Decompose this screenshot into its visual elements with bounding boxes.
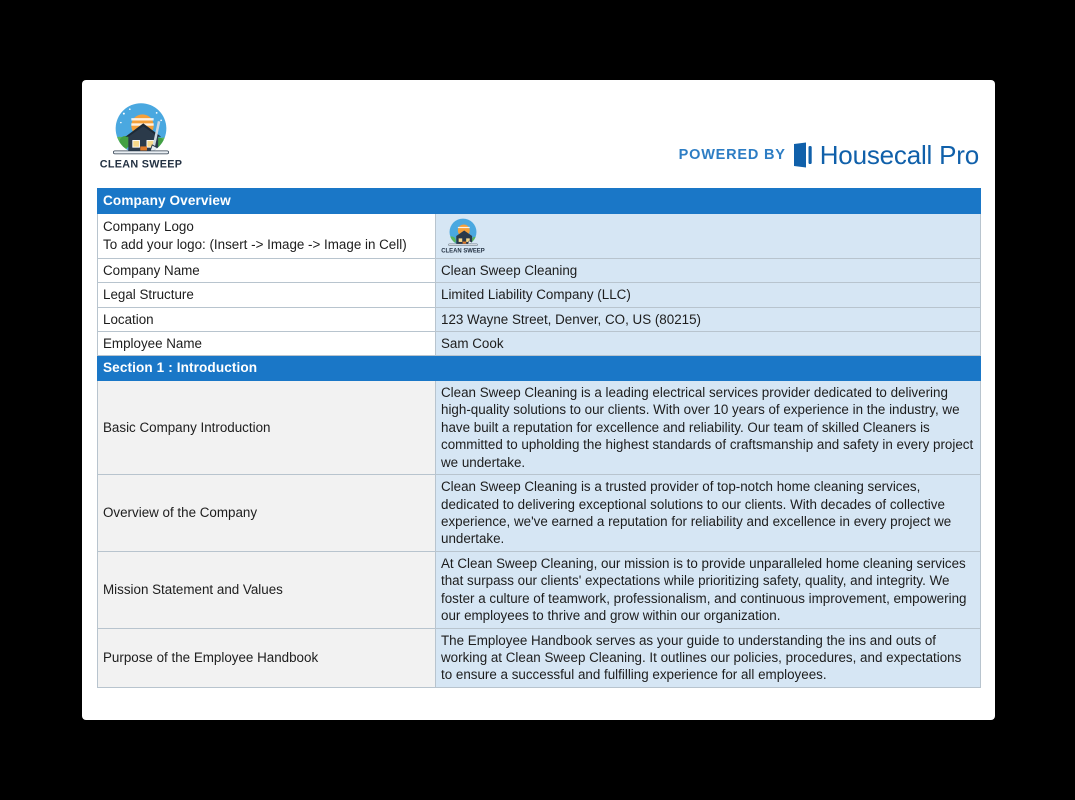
svg-text:CLEAN SWEEP: CLEAN SWEEP: [441, 248, 485, 255]
table-row: [98, 213, 981, 258]
company-logo-label-line1: Company Logo: [103, 219, 194, 235]
powered-by-housecall-pro: [679, 142, 979, 168]
table-row: [98, 283, 981, 307]
section-band-label: Section 1 : Introduction: [98, 356, 981, 381]
row-value-overview-of-the-company: Clean Sweep Cleaning is a trusted provider of top-notch home cleaning services, dedicated to delivering exceptional solutions to our clients. With decades of collective experience, we've earned a reputation for reliability and excellence in every project we undertake.: [436, 475, 981, 552]
table-row: [98, 307, 981, 331]
row-label-employee-name: Employee Name: [98, 331, 436, 355]
powered-by-label: POWERED BY: [678, 147, 786, 163]
row-label-location: Location: [98, 307, 436, 331]
table-row: [98, 258, 981, 282]
clean-sweep-logo-icon: [100, 100, 182, 172]
row-label-overview-of-the-company: Overview of the Company: [98, 475, 436, 552]
row-label-mission-statement-and-values: Mission Statement and Values: [98, 551, 436, 628]
row-value-purpose-of-the-employee-handbook: The Employee Handbook serves as your guide to understanding the ins and outs of working at Clean Sweep Cleaning. It outlines our policies, procedures, and expectations to ensure a successful and fulfilling experience for all employees.: [436, 628, 981, 687]
row-label-company-logo: [98, 213, 436, 258]
row-value-company-name: Clean Sweep Cleaning: [436, 258, 981, 282]
housecall-pro-mark-icon: [793, 142, 813, 168]
clean-sweep-logo-small-icon: [441, 217, 485, 255]
table-row: [98, 331, 981, 355]
row-value-basic-company-introduction: Clean Sweep Cleaning is a leading electrical services provider dedicated to delivering high-quality solutions to our clients. With over 10 years of experience in the industry, we have built a reputation for excellence and reliability. Our team of skilled Cleaners is committed to upholding the highest standards of craftsmanship and safety in every project we undertake.: [436, 381, 981, 475]
section-band-company-overview: [98, 189, 981, 214]
table-row: [98, 475, 981, 552]
section-band-introduction: [98, 356, 981, 381]
section-band-label: Company Overview: [98, 189, 981, 214]
table-row: [98, 551, 981, 628]
row-value-legal-structure: Limited Liability Company (LLC): [436, 283, 981, 307]
row-label-company-name: Company Name: [98, 258, 436, 282]
row-label-basic-company-introduction: Basic Company Introduction: [98, 381, 436, 475]
document-header: [82, 80, 995, 184]
row-label-legal-structure: Legal Structure: [98, 283, 436, 307]
row-value-location: 123 Wayne Street, Denver, CO, US (80215): [436, 307, 981, 331]
company-logo-label-line2: To add your logo: (Insert -> Image -> Image in Cell): [103, 236, 407, 252]
document-page: [82, 80, 995, 720]
row-value-company-logo-image: [436, 213, 981, 258]
row-value-employee-name: Sam Cook: [436, 331, 981, 355]
logo-wordmark: CLEAN SWEEP: [100, 158, 182, 171]
table-row: [98, 381, 981, 475]
table-row: [98, 628, 981, 687]
row-value-mission-statement-and-values: At Clean Sweep Cleaning, our mission is to provide unparalleled home cleaning services that surpass our clients' expectations while prioritizing safety, quality, and integrity. We foster a culture of teamwork, professionalism, and continuous improvement, empowering our employees to thrive and grow within our organization.: [436, 551, 981, 628]
housecall-pro-wordmark: Housecall Pro: [819, 140, 979, 170]
handbook-table: [97, 188, 981, 688]
row-label-purpose-of-the-employee-handbook: Purpose of the Employee Handbook: [98, 628, 436, 687]
